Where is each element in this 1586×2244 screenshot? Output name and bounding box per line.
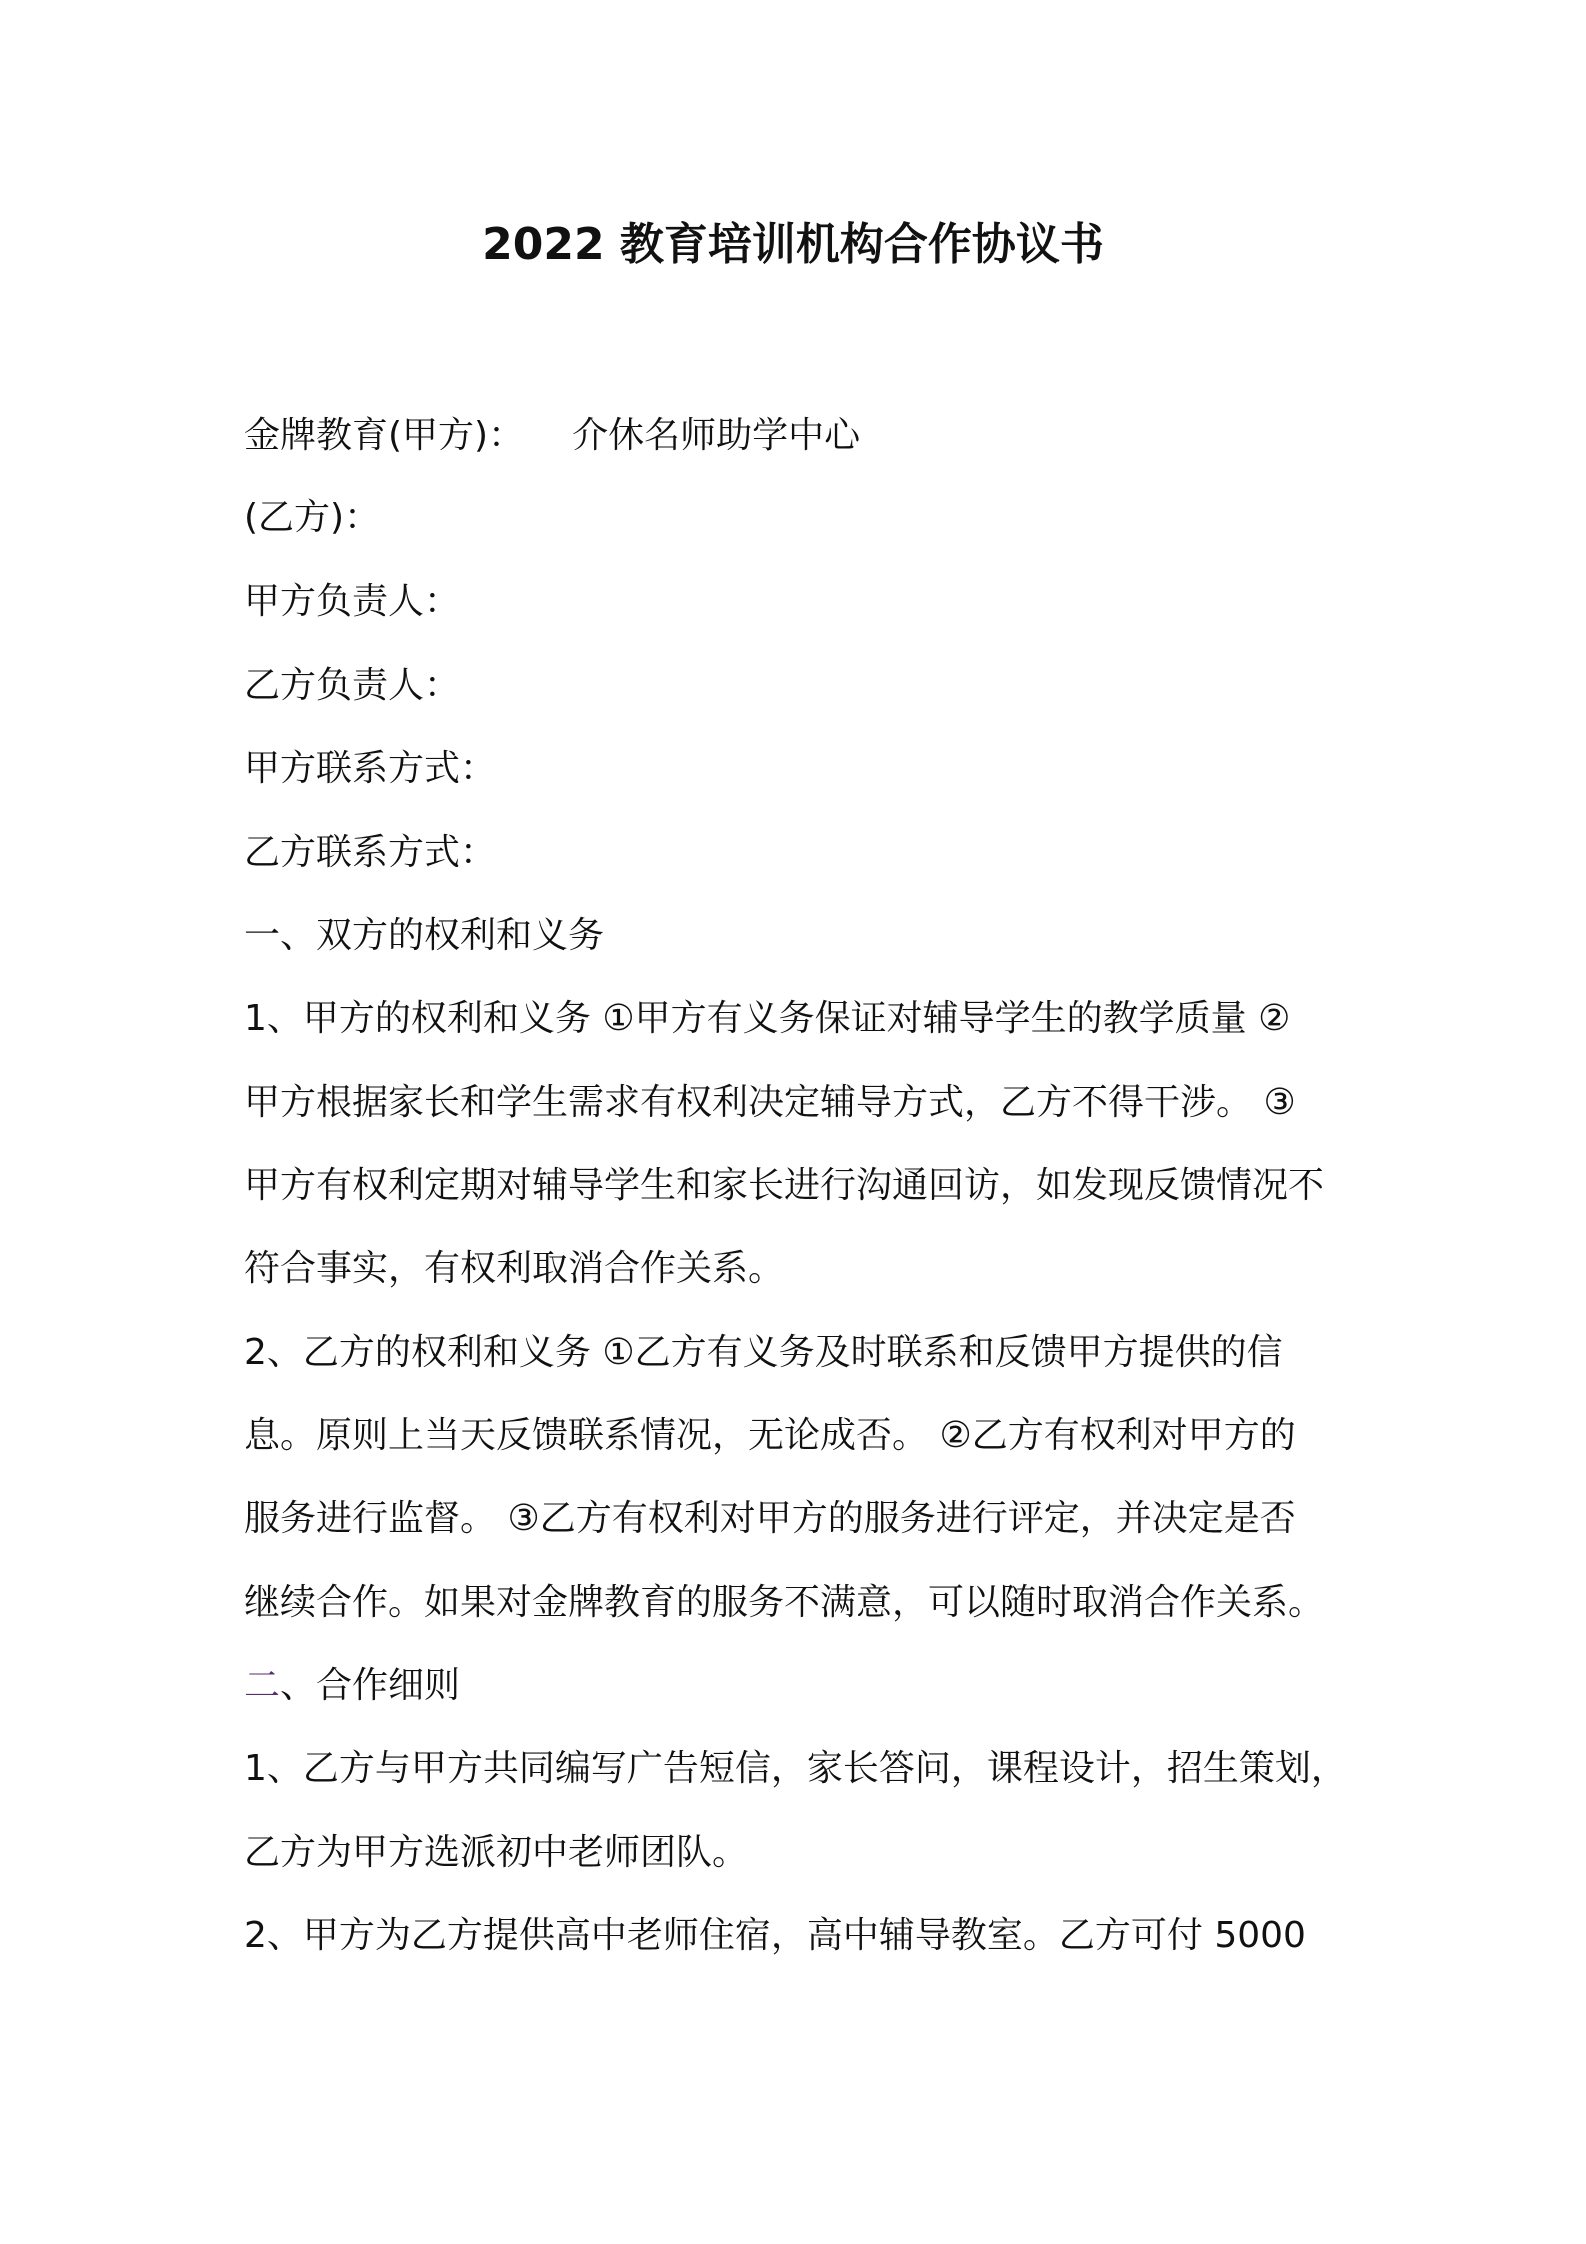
party-a-manager-field: 甲方负责人： bbox=[244, 581, 461, 622]
party-b-manager-field: 乙方负责人： bbox=[244, 665, 461, 706]
document-title: 2022 教育培训机构合作协议书 bbox=[482, 219, 1104, 270]
section-2-heading-text: 、合作细则 bbox=[280, 1665, 461, 1706]
section-1-heading: 一、双方的权利和义务 bbox=[244, 915, 605, 956]
party-a-name: 介休名师助学中心 bbox=[572, 415, 861, 456]
section-1-line: 符合事实，有权利取消合作关系。 bbox=[244, 1248, 785, 1289]
section-1-line: 甲方有权利定期对辅导学生和家长进行沟通回访，如发现反馈情况不 bbox=[244, 1165, 1325, 1206]
party-a-label: 金牌教育(甲方)： bbox=[244, 415, 525, 456]
section-1-line: 继续合作。如果对金牌教育的服务不满意，可以随时取消合作关系。 bbox=[244, 1582, 1325, 1623]
section-2-heading-numeral: 二 bbox=[244, 1665, 281, 1706]
party-a-line bbox=[244, 410, 860, 462]
section-2-line: 1、乙方与甲方共同编写广告短信，家长答问，课程设计，招生策划， bbox=[244, 1748, 1347, 1789]
party-a-contact-field: 甲方联系方式： bbox=[244, 748, 497, 789]
section-2-heading bbox=[244, 1660, 460, 1712]
section-1-line: 2、乙方的权利和义务 ①乙方有义务及时联系和反馈甲方提供的信 bbox=[244, 1332, 1283, 1373]
section-1-line: 服务进行监督。 ③乙方有权利对甲方的服务进行评定，并决定是否 bbox=[244, 1498, 1296, 1539]
section-1-line: 甲方根据家长和学生需求有权利决定辅导方式，乙方不得干涉。 ③ bbox=[244, 1082, 1296, 1123]
section-1-line: 1、甲方的权利和义务 ①甲方有义务保证对辅导学生的教学质量 ② bbox=[244, 998, 1291, 1039]
section-1-line: 息。原则上当天反馈联系情况，无论成否。 ②乙方有权利对甲方的 bbox=[244, 1415, 1296, 1456]
party-b-contact-field: 乙方联系方式： bbox=[244, 832, 497, 873]
section-2-line: 2、甲方为乙方提供高中老师住宿，高中辅导教室。乙方可付 5000 bbox=[244, 1915, 1306, 1956]
section-2-line: 乙方为甲方选派初中老师团队。 bbox=[244, 1832, 749, 1873]
party-b-label: (乙方)： bbox=[244, 497, 381, 538]
